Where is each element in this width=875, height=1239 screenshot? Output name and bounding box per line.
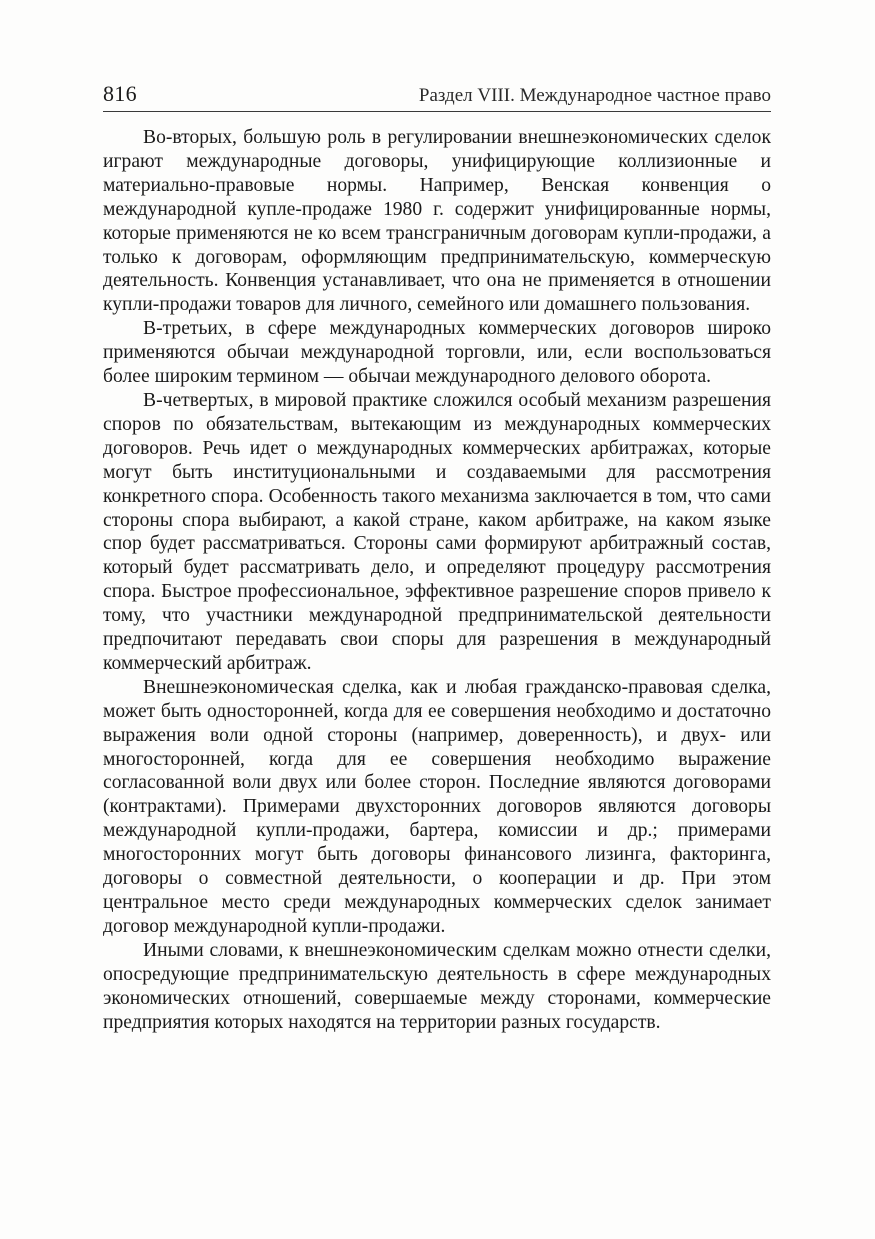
paragraph-fourth: В-четвертых, в мировой практике сложился особый механизм разрешения споров по обязательствам, вытекающим из международных коммерческих договоров. Речь идет о международных коммерческих арбитражах, которые могут быть институциональными и создаваемыми для рассмотрения конкретного спора. Особенность такого механизма заключается в том, что сами стороны спора выбирают, а какой стране, каком арбитраже, на каком языке спор будет рассматриваться. Стороны сами формируют арбитражный состав, который будет рассматривать дело, и определяют процедуру рассмотрения спора. Быстрое профессиональное, эффективное разрешение споров привело к тому, что участники международной предпринимательской деятельности предпочитают передавать свои споры для разрешения в международный коммерческий арбитраж. <box>103 389 771 674</box>
running-head <box>103 78 771 112</box>
paragraph-conclusion: Иными словами, к внешнеэкономическим сделкам можно отнести сделки, опосредующие предпринимательскую деятельность в сфере международных экономических отношений, совершаемые между сторонами, коммерческие предприятия которых находятся на территории разных государств. <box>103 939 771 1033</box>
paragraph-deal-types: Внешнеэкономическая сделка, как и любая гражданско-правовая сделка, может быть односторонней, когда для ее совершения необходимо и достаточно выражения воли одной стороны (например, доверенность), и двух- или многосторонней, когда для ее совершения необходимо выражение согласованной воли двух или более сторон. Последние являются договорами (контрактами). Примерами двухсторонних договоров являются договоры международной купли-продажи, бартера, комиссии и др.; примерами многосторонних могут быть договоры финансового лизинга, факторинга, договоры о совместной деятельности, о кооперации и др. При этом центральное место среди международных коммерческих сделок занимает договор международной купли-продажи. <box>103 676 771 937</box>
paragraph-third: В-третьих, в сфере международных коммерческих договоров широко применяются обычаи международной торговли, или, если воспользоваться более широким термином — обычаи международного делового оборота. <box>103 318 771 388</box>
section-title: Раздел VIII. Международное частное право <box>418 85 771 106</box>
body-text <box>103 126 771 1034</box>
page-number: 816 <box>103 81 137 106</box>
paragraph-second: Во-вторых, большую роль в регулировании внешнеэкономических сделок играют международные договоры, унифицирующие коллизионные и материально-правовые нормы. Например, Венская конвенция о международной купле-продаже 1980 г. содержит унифицированные нормы, которые применяются не ко всем трансграничным договорам купли-продажи, а только к договорам, оформляющим предпринимательскую, коммерческую деятельность. Конвенция устанавливает, что она не применяется в отношении купли-продажи товаров для личного, семейного или домашнего пользования. <box>103 127 771 316</box>
